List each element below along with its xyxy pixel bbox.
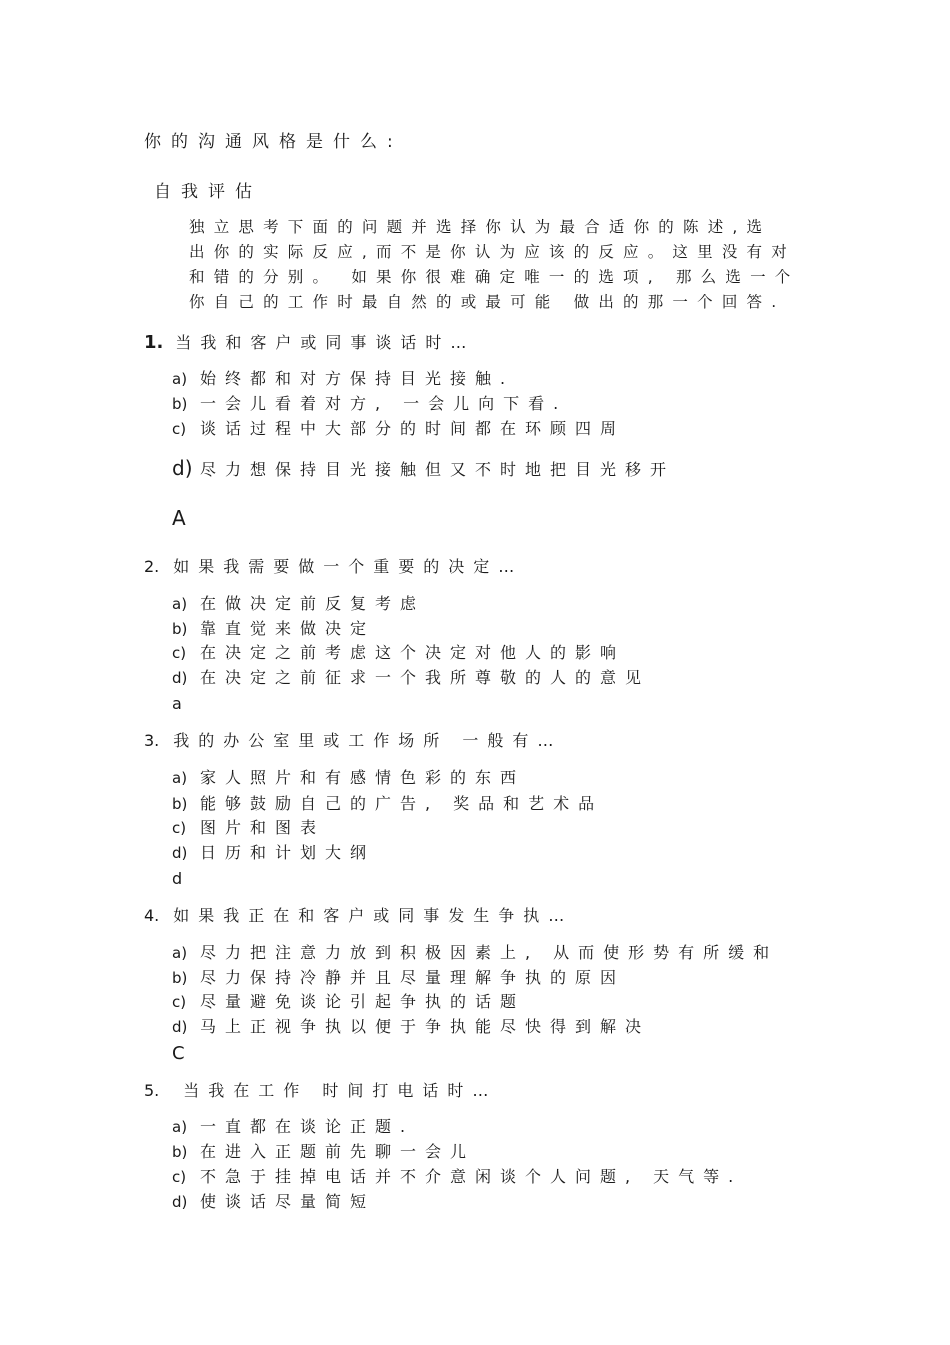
option-label: b) bbox=[172, 969, 188, 987]
option-label: b) bbox=[172, 795, 188, 813]
question-number: 3. bbox=[144, 731, 160, 750]
question-number: 2. bbox=[144, 557, 160, 576]
section-heading: 自我评估 bbox=[154, 182, 262, 202]
question-1 bbox=[144, 334, 475, 352]
option-text: 在做决定前反复考虑 bbox=[200, 594, 426, 613]
question-number: 4. bbox=[144, 906, 160, 925]
option-5b[interactable] bbox=[172, 1144, 475, 1160]
option-label: b) bbox=[172, 395, 188, 413]
option-5d[interactable] bbox=[172, 1194, 375, 1210]
option-text: 不急于挂掉电话并不介意闲谈个人问题, 天气等. bbox=[200, 1167, 743, 1186]
option-2a[interactable] bbox=[172, 596, 425, 612]
option-label: a) bbox=[172, 595, 188, 613]
option-label: c) bbox=[172, 420, 187, 438]
option-1d[interactable] bbox=[172, 458, 675, 478]
option-text: 尽力把注意力放到积极因素上, 从而使形势有所缓和 bbox=[200, 943, 779, 962]
option-label: d) bbox=[172, 1018, 188, 1036]
option-text: 马上正视争执以便于争执能尽快得到解决 bbox=[200, 1017, 651, 1036]
answer-4: C bbox=[172, 1043, 185, 1064]
intro-line: 独立思考下面的问题并选择你认为最合适你的陈述,选 bbox=[189, 218, 772, 236]
option-1b[interactable] bbox=[172, 396, 567, 412]
option-2b[interactable] bbox=[172, 621, 375, 637]
question-5 bbox=[144, 1083, 497, 1099]
option-text: 图片和图表 bbox=[200, 818, 326, 837]
option-text: 家人照片和有感情色彩的东西 bbox=[200, 768, 526, 787]
option-text: 日历和计划大纲 bbox=[200, 843, 376, 862]
question-text: 我的办公室里或工作场所 一般有… bbox=[173, 731, 563, 750]
option-label: c) bbox=[172, 644, 187, 662]
intro-line: 你自己的工作时最自然的或最可能 做出的那一个回答. bbox=[189, 293, 786, 311]
option-label: c) bbox=[172, 819, 187, 837]
option-text: 始终都和对方保持目光接触. bbox=[200, 369, 515, 388]
option-text: 尽力保持冷静并且尽量理解争执的原因 bbox=[200, 968, 626, 987]
option-4b[interactable] bbox=[172, 970, 625, 986]
option-text: 靠直觉来做决定 bbox=[200, 619, 376, 638]
answer-1: A bbox=[172, 506, 186, 530]
option-text: 在进入正题前先聊一会儿 bbox=[200, 1142, 476, 1161]
option-text: 谈话过程中大部分的时间都在环顾四周 bbox=[200, 419, 626, 438]
option-1c[interactable] bbox=[172, 421, 625, 437]
page-title: 你的沟通风格是什么: bbox=[144, 132, 403, 152]
question-text: 当我在工作 时间打电话时… bbox=[183, 1081, 498, 1100]
intro-line: 出你的实际反应,而不是你认为应该的反应。这里没有对 bbox=[189, 243, 796, 261]
option-text: 能够鼓励自己的广告, 奖品和艺术品 bbox=[200, 794, 604, 813]
option-label: d) bbox=[172, 456, 193, 480]
option-5a[interactable] bbox=[172, 1119, 414, 1135]
option-text: 在决定之前征求一个我所尊敬的人的意见 bbox=[200, 668, 651, 687]
option-text: 在决定之前考虑这个决定对他人的影响 bbox=[200, 643, 626, 662]
option-label: a) bbox=[172, 370, 188, 388]
option-label: d) bbox=[172, 1193, 188, 1211]
option-3d[interactable] bbox=[172, 845, 375, 861]
option-text: 尽量避免谈论引起争执的话题 bbox=[200, 992, 526, 1011]
option-label: b) bbox=[172, 1143, 188, 1161]
option-label: c) bbox=[172, 993, 187, 1011]
option-4d[interactable] bbox=[172, 1019, 650, 1035]
option-1a[interactable] bbox=[172, 371, 514, 387]
option-4c[interactable] bbox=[172, 994, 525, 1010]
intro-line: 和错的分别。 如果你很难确定唯一的选项, 那么选一个 bbox=[189, 268, 800, 286]
question-2 bbox=[144, 559, 523, 575]
option-label: d) bbox=[172, 669, 188, 687]
option-label: a) bbox=[172, 769, 188, 787]
question-number: 5. bbox=[144, 1081, 160, 1100]
answer-3: d bbox=[172, 869, 183, 888]
option-label: a) bbox=[172, 944, 188, 962]
question-text: 当我和客户或同事谈话时… bbox=[175, 333, 476, 352]
option-4a[interactable] bbox=[172, 945, 778, 961]
option-text: 尽力想保持目光接触但又不时地把目光移开 bbox=[200, 460, 676, 479]
option-text: 一直都在谈论正题. bbox=[200, 1117, 415, 1136]
option-text: 一会儿看着对方, 一会儿向下看. bbox=[200, 394, 568, 413]
option-3c[interactable] bbox=[172, 820, 325, 836]
option-3a[interactable] bbox=[172, 770, 525, 786]
question-text: 如果我需要做一个重要的决定… bbox=[173, 557, 524, 576]
option-label: c) bbox=[172, 1168, 187, 1186]
option-label: d) bbox=[172, 844, 188, 862]
option-3b[interactable] bbox=[172, 796, 603, 812]
answer-2: a bbox=[172, 694, 182, 713]
question-number: 1. bbox=[144, 332, 164, 353]
option-label: a) bbox=[172, 1118, 188, 1136]
option-text: 使谈话尽量简短 bbox=[200, 1192, 376, 1211]
option-label: b) bbox=[172, 620, 188, 638]
question-text: 如果我正在和客户或同事发生争执… bbox=[173, 906, 574, 925]
option-2c[interactable] bbox=[172, 645, 625, 661]
option-5c[interactable] bbox=[172, 1169, 742, 1185]
option-2d[interactable] bbox=[172, 670, 650, 686]
question-3 bbox=[144, 733, 562, 749]
question-4 bbox=[144, 908, 573, 924]
